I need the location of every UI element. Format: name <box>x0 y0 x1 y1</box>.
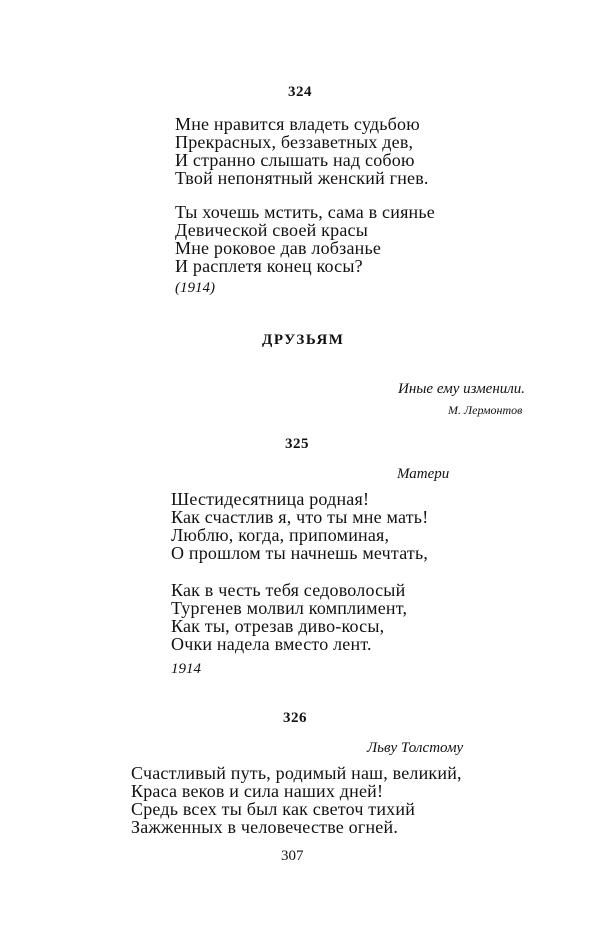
poem-324-stanza-2 <box>175 203 435 275</box>
poem-dedication: Матери <box>397 466 450 482</box>
section-title: ДРУЗЬЯМ <box>262 332 345 348</box>
poem-date: (1914) <box>175 280 215 296</box>
poem-325-stanza-1 <box>171 490 428 562</box>
poem-number: 324 <box>288 84 312 100</box>
verse-line: Как ты, отрезав диво-косы, <box>171 616 385 636</box>
poem-326-stanza-1 <box>131 764 462 836</box>
epigraph: Иные ему изменили. <box>398 381 526 397</box>
verse-line: Мне роковое дав лобзанье <box>175 238 382 258</box>
verse-line: Как в честь тебя седоволосый <box>171 580 406 600</box>
poem-dedication: Льву Толстому <box>367 740 464 756</box>
verse-line: Очки надела вместо лент. <box>171 634 372 654</box>
verse-line: Тургенев молвил комплимент, <box>171 598 408 618</box>
verse-line: Как счастлив я, что ты мне мать! <box>171 507 429 527</box>
verse-line: Краса веков и сила наших дней! <box>131 781 384 801</box>
poem-number: 326 <box>283 710 307 726</box>
poem-date: 1914 <box>171 661 201 677</box>
verse-line: Прекрасных, беззаветных дев, <box>175 132 414 152</box>
verse-line: Счастливый путь, родимый наш, великий, <box>131 763 462 783</box>
poem-number: 325 <box>285 436 309 452</box>
poem-324-stanza-1 <box>175 115 429 187</box>
verse-line: Мне нравится владеть судьбою <box>175 114 420 134</box>
verse-line: Шестидесятница родная! <box>171 489 370 509</box>
verse-line: Ты хочешь мстить, сама в сиянье <box>175 202 435 222</box>
verse-line: Зажженных в человечестве огней. <box>131 817 399 837</box>
page-number: 307 <box>281 848 304 864</box>
verse-line: О прошлом ты начнешь мечтать, <box>171 543 429 563</box>
verse-line: Девической своей красы <box>175 220 368 240</box>
verse-line: Твой непонятный женский гнев. <box>175 168 429 188</box>
verse-line: И странно слышать над собою <box>175 150 415 170</box>
verse-line: Люблю, когда, припоминая, <box>171 525 390 545</box>
epigraph-author: М. Лермонтов <box>448 403 523 417</box>
poem-325-stanza-2 <box>171 581 407 653</box>
verse-line: И расплетя конец косы? <box>175 256 363 276</box>
verse-line: Средь всех ты был как светоч тихий <box>131 799 416 819</box>
